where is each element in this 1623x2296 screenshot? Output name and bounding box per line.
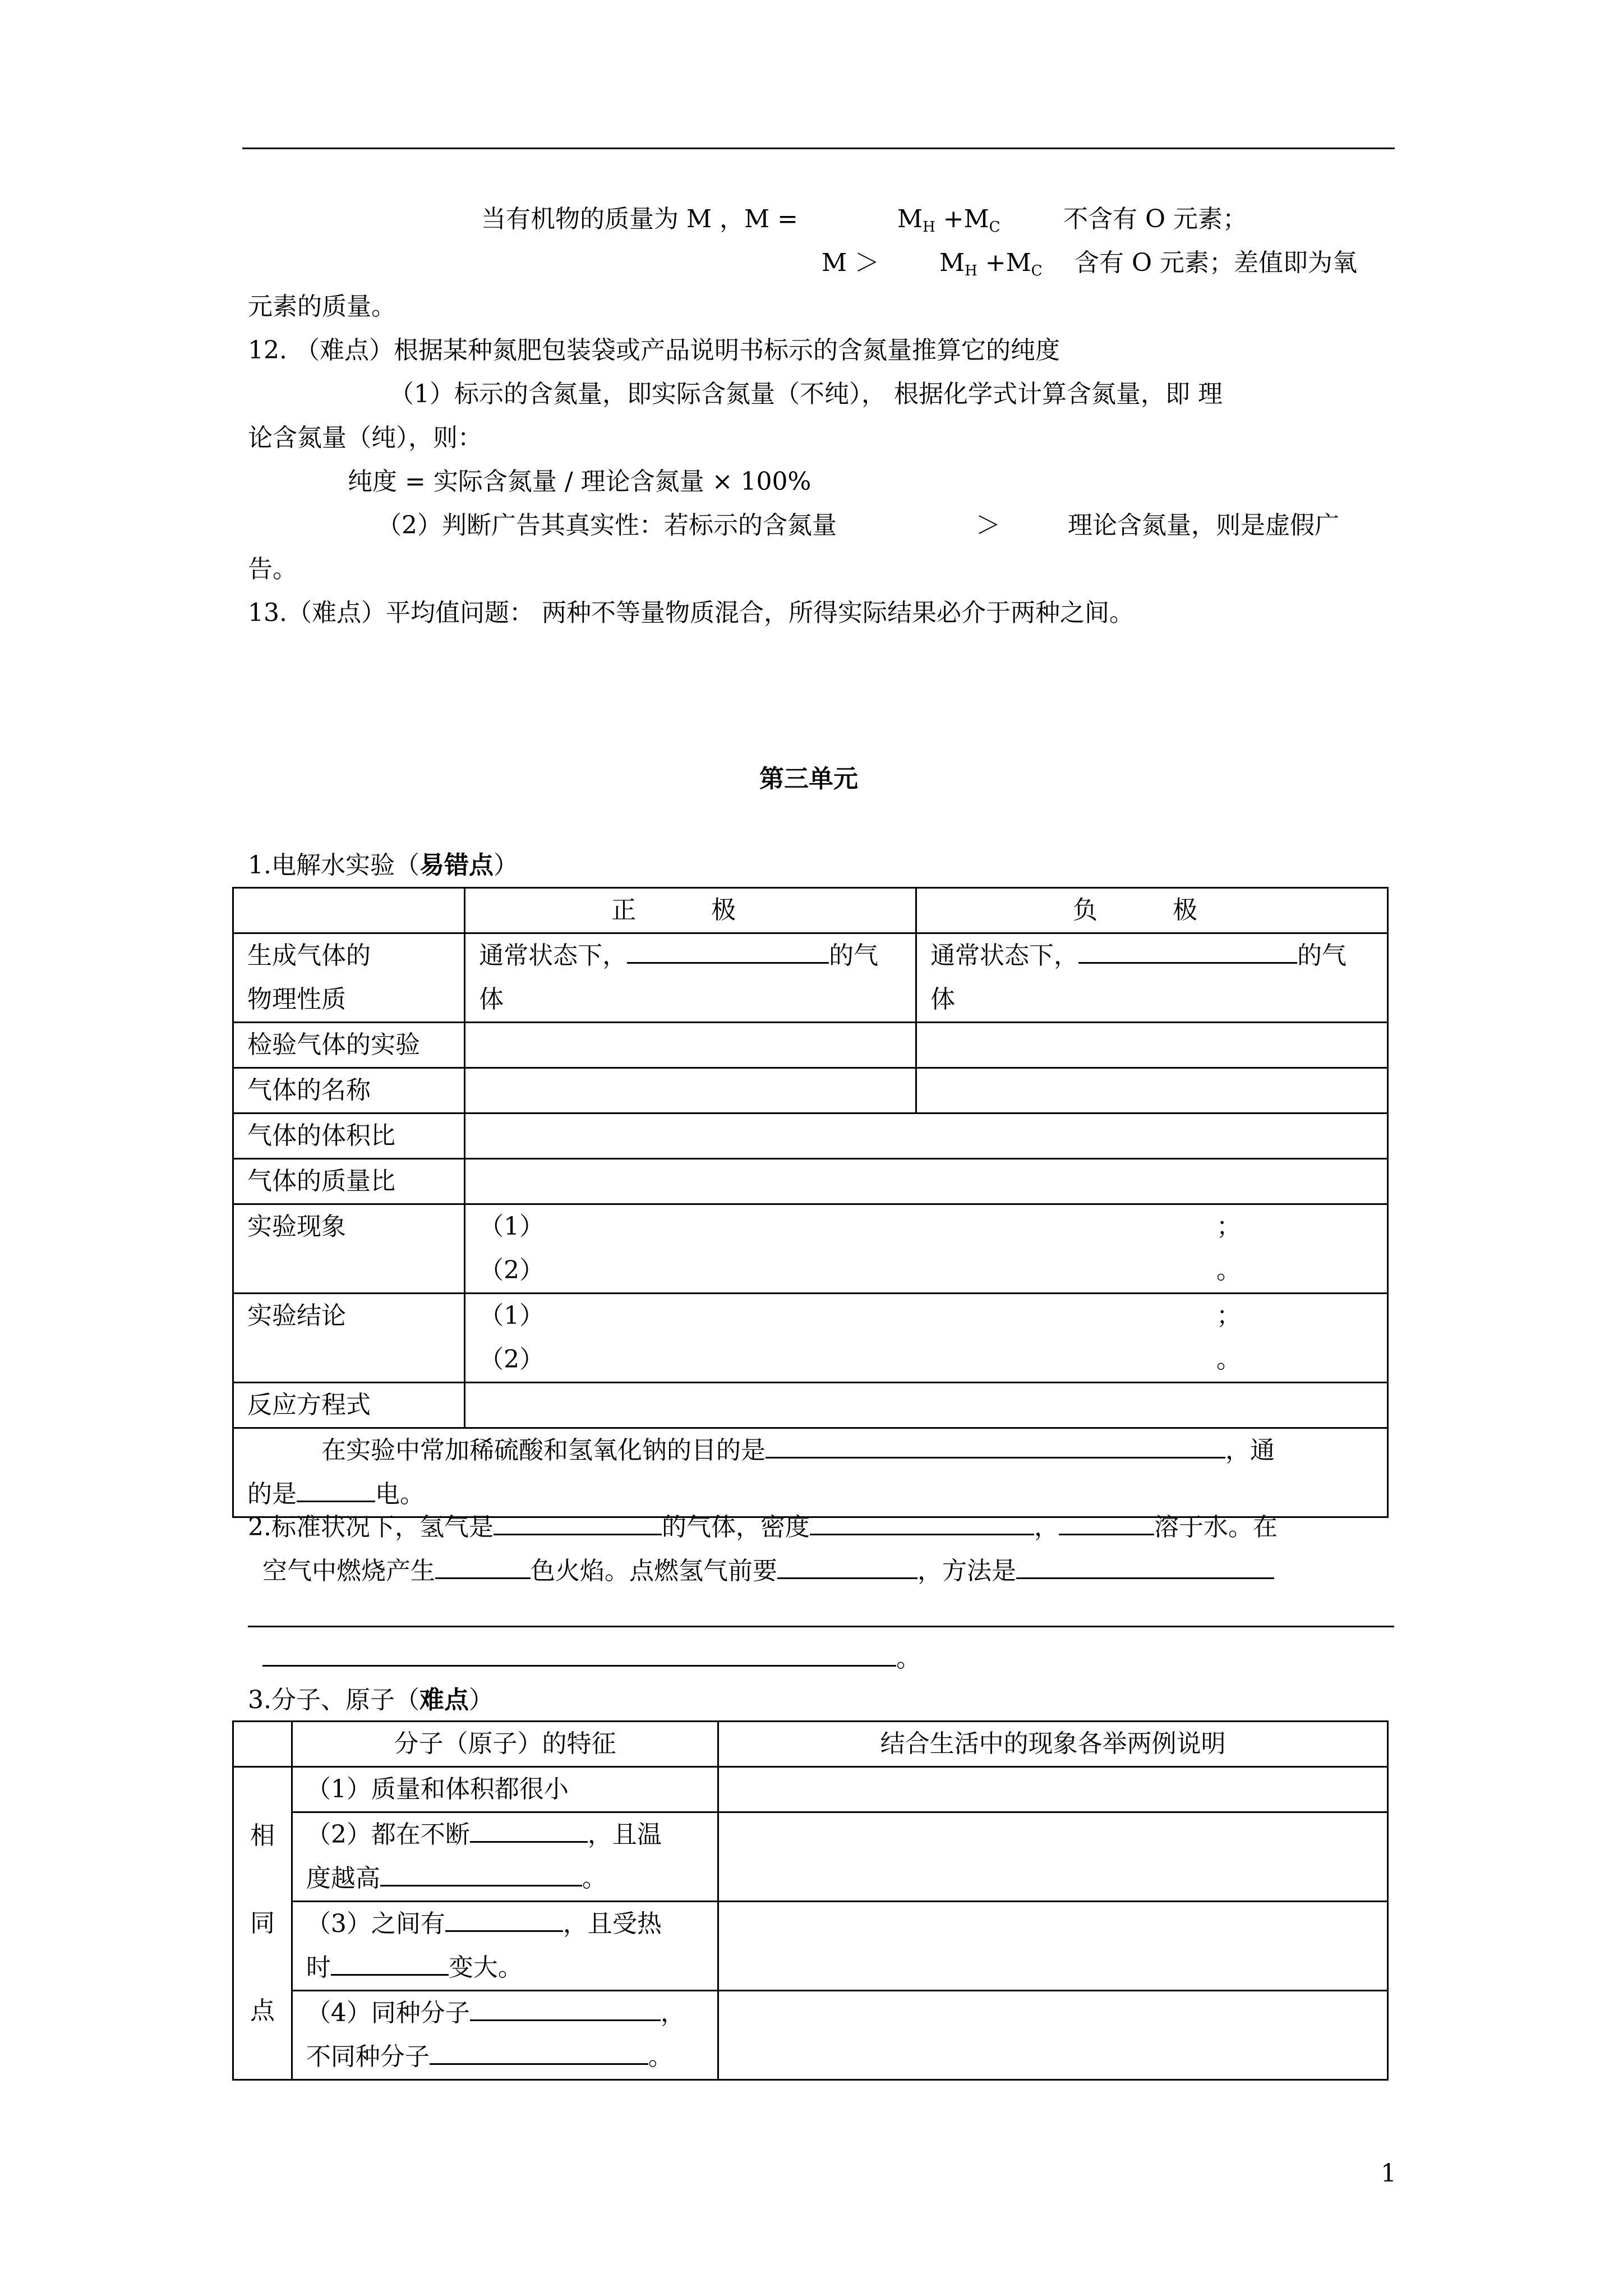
- electrolyte-purpose-cell: 在实验中常加稀硫酸和氢氧化钠的目的是 ，通 的是 电。: [233, 1428, 1388, 1517]
- answer-blank[interactable]: [331, 1949, 449, 1976]
- negative-physical-properties-cell: 通常状态下， 的气 体: [916, 933, 1388, 1023]
- mass-line-2-formula: $M_H +M_C$: [939, 249, 1043, 279]
- answer-blank[interactable]: [297, 1476, 375, 1502]
- mass-line-1: 当有机物的质量为 M ，M =: [481, 205, 798, 233]
- col-header-positive: 正 极: [465, 888, 916, 933]
- mass-ratio-cell[interactable]: [465, 1159, 1388, 1204]
- positive-physical-properties-cell: 通常状态下， 的气 体: [465, 933, 916, 1023]
- mass-line-1-result: 不含有 O 元素；: [1063, 205, 1248, 233]
- mass-line-1-formula: $M_H +M_C$: [897, 205, 1000, 236]
- answer-blank[interactable]: [262, 1640, 896, 1667]
- row-label-phenomenon: 实验现象: [233, 1204, 465, 1294]
- row-label-gas-name: 气体的名称: [233, 1068, 465, 1114]
- equation-cell[interactable]: [465, 1383, 1388, 1428]
- feature-1: （1）质量和体积都很小: [292, 1767, 718, 1812]
- col-header-negative: 负 极: [916, 888, 1388, 933]
- q1-title: 1.电解水实验（易错点）: [248, 851, 518, 880]
- row-label-equation: 反应方程式: [233, 1383, 465, 1428]
- item-12-para1-b: 论含氮量（纯），则：: [248, 424, 482, 452]
- row-label-conclusion: 实验结论: [233, 1294, 465, 1383]
- q2-line-4: 。: [262, 1637, 921, 1681]
- row-label-volume-ratio: 气体的体积比: [233, 1114, 465, 1159]
- conclusion-cell[interactable]: （1） ； （2） 。: [465, 1294, 1388, 1383]
- feature-4: （4）同种分子 ， 不同种分子 。: [292, 1991, 718, 2080]
- molecule-atom-table: [232, 1720, 1389, 2081]
- negative-gas-name-cell[interactable]: [916, 1068, 1388, 1114]
- header-rule: [242, 148, 1395, 149]
- q2-line-1: 2.标准状况下，氢气是 的气体，密度 ， 溶于水。在: [248, 1506, 1278, 1549]
- q3-title: 3.分子、原子（难点）: [248, 1686, 494, 1714]
- q2-answer-line[interactable]: [248, 1626, 1394, 1627]
- mass-line-2: M ＞: [822, 249, 880, 277]
- item-12-formula: 纯度 = 实际含氮量 / 理论含氮量 × 100%: [348, 467, 811, 496]
- negative-gas-test-cell[interactable]: [916, 1023, 1388, 1068]
- positive-gas-test-cell[interactable]: [465, 1023, 916, 1068]
- feature-2: （2）都在不断 ，且温 度越高 。: [292, 1812, 718, 1902]
- col-header-examples: 结合生活中的现象各举两例说明: [718, 1722, 1388, 1767]
- page-number: 1: [1381, 2159, 1396, 2188]
- answer-blank[interactable]: [470, 1995, 661, 2021]
- answer-blank[interactable]: [1059, 1509, 1154, 1535]
- col-header-features: 分子（原子）的特征: [292, 1722, 718, 1767]
- unit-title: 第三单元: [759, 765, 858, 793]
- answer-blank[interactable]: [777, 1553, 917, 1579]
- table-corner-cell: [233, 1722, 292, 1767]
- feature-3: （3）之间有 ，且受热 时 变大。: [292, 1902, 718, 1991]
- similarities-label: 相 同 点: [233, 1767, 292, 2080]
- item-12-para2-b: 理论含氮量，则是虚假广: [1068, 511, 1339, 540]
- phenomenon-cell[interactable]: （1） ； （2） 。: [465, 1204, 1388, 1294]
- item-12-para2-a: （2）判断广告其真实性：若标示的含氮量: [377, 511, 837, 540]
- example-3-cell[interactable]: [718, 1902, 1388, 1991]
- row-label-mass-ratio: 气体的质量比: [233, 1159, 465, 1204]
- example-1-cell[interactable]: [718, 1767, 1388, 1812]
- item-12-para1-a: （1）标示的含氮量，即实际含氮量（不纯）， 根据化学式计算含氮量，即 理: [389, 380, 1223, 408]
- mass-line-2-result: 含有 O 元素；差值即为氧: [1075, 249, 1358, 277]
- item-12-title: 12. （难点）根据某种氮肥包装袋或产品说明书标示的含氮量推算它的纯度: [248, 336, 1060, 365]
- volume-ratio-cell[interactable]: [465, 1114, 1388, 1159]
- example-4-cell[interactable]: [718, 1991, 1388, 2080]
- row-label-physical-properties: 生成气体的 物理性质: [233, 933, 465, 1023]
- item-13: 13.（难点）平均值问题： 两种不等量物质混合，所得实际结果必介于两种之间。: [248, 599, 1134, 627]
- answer-blank[interactable]: [430, 2039, 648, 2065]
- item-12-para2-gt: ＞: [976, 511, 1000, 540]
- answer-blank[interactable]: [766, 1432, 1225, 1458]
- electrolysis-table: [232, 887, 1389, 1518]
- answer-blank[interactable]: [1078, 937, 1297, 964]
- example-2-cell[interactable]: [718, 1812, 1388, 1902]
- q2-line-2: 空气中燃烧产生 色火焰。点燃氢气前要 ，方法是: [262, 1549, 1274, 1593]
- answer-blank[interactable]: [810, 1509, 1034, 1535]
- answer-blank[interactable]: [470, 1816, 588, 1843]
- answer-blank[interactable]: [435, 1553, 531, 1579]
- answer-blank[interactable]: [445, 1906, 563, 1932]
- row-label-gas-test: 检验气体的实验: [233, 1023, 465, 1068]
- mass-line-3: 元素的质量。: [248, 292, 396, 321]
- table-corner-cell: [233, 888, 465, 933]
- answer-blank[interactable]: [1016, 1553, 1274, 1579]
- positive-gas-name-cell[interactable]: [465, 1068, 916, 1114]
- answer-blank[interactable]: [627, 937, 829, 964]
- answer-blank[interactable]: [494, 1509, 662, 1535]
- item-12-para2-c: 告。: [248, 555, 297, 583]
- answer-blank[interactable]: [380, 1860, 582, 1887]
